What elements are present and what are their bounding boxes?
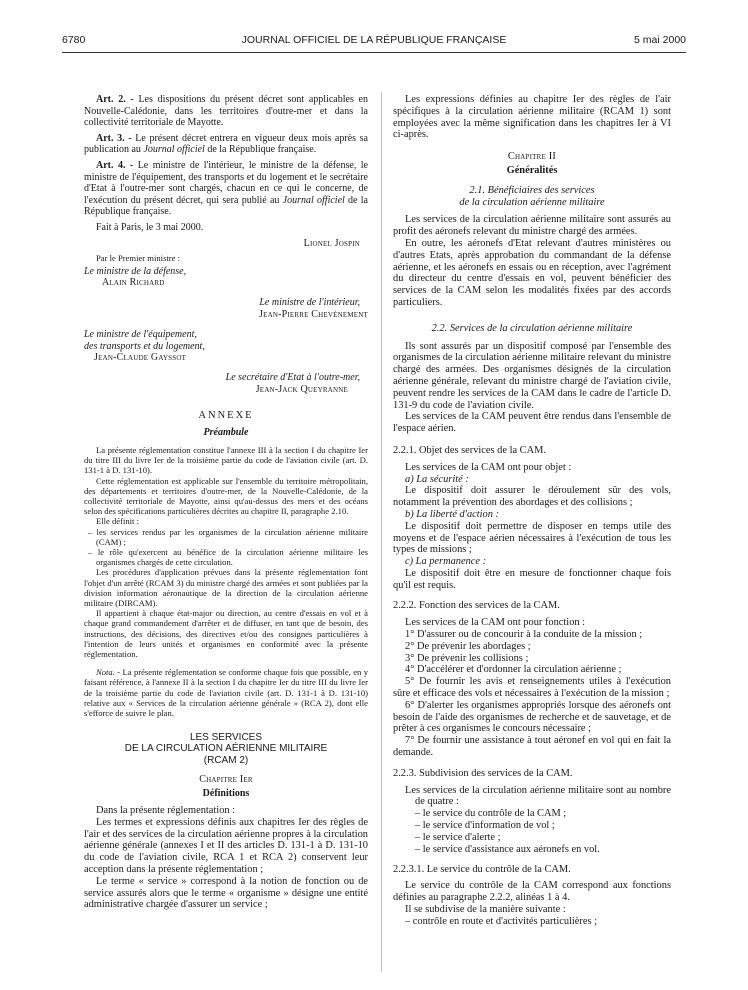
ministre-defense-name: Alain Richard [102, 277, 165, 289]
preambule-body [84, 445, 368, 718]
section-2-2-2-heading: 2.2.2. Fonction des services de la CAM. [393, 600, 560, 612]
page-header [62, 34, 686, 50]
services-heading [84, 732, 368, 766]
definitions-p3: Le terme « service » correspond à la notion de fonction ou de service assurés alors que le terme « organisme » désigne une entité administrative chargée d'assurer un service ; [84, 875, 368, 911]
section-2-2-p1: Ils sont assurés par un dispositif composé par l'ensemble des organismes de la circulation aérienne militaire relevant du ministre chargé des armées. Des organismes désignés de la circulation aérienne générale, relevant du ministre chargé de l'aviation civile, peuvent rendre les services de la CAM dans le cadre de l'article D. 131-9 du code de l'aviation civile. [393, 340, 671, 411]
subdivision-2: – le service d'information de vol ; [415, 820, 555, 832]
column-divider [381, 92, 382, 972]
preambule-dash-1: – les services rendus par les organismes de la circulation aérienne militaire (CAM) ; [88, 526, 368, 547]
definitions-body [84, 805, 368, 911]
secretaire-outre-mer-name: Jean-Jack Queyranne [255, 383, 348, 395]
generalites-heading: Généralités [506, 164, 558, 176]
services-heading-1: LES SERVICES [189, 732, 263, 744]
section-2-2-1-c: c) La permanence : [405, 556, 487, 568]
fonction-1: 1° D'assurer ou de concourir à la conduite de la mission ; [405, 629, 643, 641]
section-2-2-1-b-text: Le dispositif doit permettre de disposer en temps utile des moyens et de l'espace aérien nécessaires à l'exécution de tous les types de missions ; [393, 520, 671, 556]
section-2-2-3-1-p2: Il se subdivise de la manière suivante : [405, 903, 566, 915]
definitions-p1: Dans la présente réglementation : [96, 804, 236, 816]
section-2-2-heading: 2.2. Services de la circulation aérienne militaire [431, 322, 633, 334]
subdivision-1: – le service du contrôle de la CAM ; [415, 808, 567, 820]
definitions-p2: Les termes et expressions définis aux chapitres Ier des règles de l'air et des services de la circulation aérienne propres à la circulation aérienne générale (annexes I et II des articles D. 131-1 à D. 131-10 du code de l'aviation civile, RCA 1 et RCA 2) conservent leur acception dans la présente réglementation ; [84, 816, 368, 875]
preambule-heading: Préambule [203, 427, 249, 439]
section-2-2-1-b: b) La liberté d'action : [405, 508, 499, 520]
section-2-2-3-p1: Les services de la circulation aérienne militaire sont au nombre de quatre : [405, 784, 671, 808]
section-2-2-3-1-dash-1: – contrôle en route et d'activités particulières ; [405, 915, 598, 927]
section-2-2-1-a: a) La sécurité : [405, 473, 469, 485]
section-2-2-2-p1: Les services de la CAM ont pour fonction : [405, 617, 586, 629]
article-4: Art. 4. - Le ministre de l'intérieur, le ministre de la défense, le ministre de l'équipement, des transports et du logement et le secrétaire d'Etat à l'outre-mer sont chargés, chacun en ce qui le concerne, de l'exécution du présent décret, qui sera publié au Journal officiel de la République française. [84, 159, 368, 218]
ministre-defense-title: Le ministre de la défense, [84, 265, 187, 277]
section-2-1-p2: En outre, les aéronefs d'Etat relevant d'autres ministères ou d'autres Etats, après approbation du commandant de la défense aérienne, et les aéronefs en essais ou en réception, avec l'agrément du directeur du centre d'essais en vol, peuvent bénéficier des services de la CAM selon les modalités fixées par des accords particuliers. [393, 237, 671, 308]
section-2-1-heading-1: 2.1. Bénéficiaires des services [469, 184, 595, 196]
fonction-2: 2° De prévenir les abordages ; [405, 640, 531, 652]
preambule-dash-2: – le rôle qu'exercent au bénéfice de la circulation aérienne militaire les organismes chargés de cette circulation. [88, 546, 368, 568]
chapitre-1-heading: Chapitre Ier [199, 773, 253, 785]
article-3: Art. 3. - Le présent décret entrera en vigueur deux mois après sa publication au Journal officiel de la République française. [84, 132, 368, 156]
annexe-heading: ANNEXE [198, 409, 254, 421]
signature-jospin: Lionel Jospin [303, 237, 360, 249]
section-2-2-3-1-heading: 2.2.3.1. Le service du contrôle de la CAM. [393, 864, 571, 876]
right-column [393, 94, 671, 927]
article-2: Art. 2. - Les dispositions du présent décret sont applicables en Nouvelle-Calédonie, dans les territoires d'outre-mer et dans la collectivité territoriale de Mayotte. [84, 94, 368, 129]
section-2-2-1-a-text: Le dispositif doit assurer le déroulement sûr des vols, notamment la prévention des abordages et des collisions ; [393, 485, 671, 509]
right-intro: Les expressions définies au chapitre Ier des règles de l'air spécifiques à la circulation aérienne militaire (RCAM 1) sont employées avec la même signification dans les chapitres Ier à VI ci-après. [393, 94, 671, 141]
section-2-1-heading-2: de la circulation aérienne militaire [459, 196, 605, 208]
fonction-6: 6° D'alerter les organismes appropriés lorsque des aéronefs ont besoin de l'aide des organismes de recherche et de sauvetage, et de prêter à ces organismes le concours nécessaire ; [393, 699, 671, 735]
subdivision-4: – le service d'assistance aux aéronefs en vol. [415, 843, 600, 855]
left-column [84, 94, 368, 911]
section-2-2-3-1-p1: Le service du contrôle de la CAM correspond aux fonctions définies au paragraphe 2.2.2, alinéas 1 à 4. [393, 880, 671, 904]
ministre-equipement-title-2: des transports et du logement, [84, 340, 205, 352]
section-2-2-3-heading: 2.2.3. Subdivision des services de la CAM. [393, 767, 573, 779]
fonction-7: 7° De fournir une assistance à tout aéronef en vol qui en fait la demande. [393, 735, 671, 759]
nota: Nota. - La présente réglementation se conforme chaque fois que possible, en y faisant référence, à l'annexe II à la section I du chapitre Ier du titre III du livre Ier de la troisième partie du code de l'aviation civile (art. D. 131-1 à D. 131-10) relative aux « Services de la circulation aérienne générale » (RCA 2), dont elle s'efforce de suivre le plan. [84, 667, 368, 718]
preambule-p3: Elle définit : [96, 516, 139, 527]
definitions-heading: Définitions [202, 788, 250, 800]
services-heading-2: DE LA CIRCULATION AÉRIENNE MILITAIRE [124, 743, 328, 755]
preambule-p1: La présente réglementation constitue l'annexe III à la section I du chapitre Ier du titre III du livre Ier de la troisième partie du code de l'aviation civile (art. D. 131-1 à D. 131-10). [84, 444, 368, 476]
chapitre-2-heading: Chapitre II [507, 151, 557, 163]
section-2-2-1-c-text: Le dispositif doit être en mesure de fonctionner chaque fois qu'il est requis. [393, 567, 671, 591]
services-heading-3: (RCAM 2) [203, 754, 249, 766]
fait-a-paris: Fait à Paris, le 3 mai 2000. [96, 221, 204, 233]
fonction-5: 5° De fournir les avis et renseignements utiles à l'exécution sûre et efficace des vols et nécessaires à l'exécution de la mission ; [393, 676, 671, 700]
issue-date: 5 mai 2000 [634, 34, 686, 46]
ministre-equipement-name: Jean-Claude Gayssot [94, 352, 187, 364]
section-2-2-1-heading: 2.2.1. Objet des services de la CAM. [393, 444, 546, 456]
secretaire-outre-mer-title: Le secrétaire d'Etat à l'outre-mer, [225, 372, 360, 384]
par-premier-ministre: Par le Premier ministre : [96, 253, 181, 264]
ministre-equipement-title-1: Le ministre de l'équipement, [84, 328, 197, 340]
page-number: 6780 [62, 34, 86, 46]
section-2-2-1-p1: Les services de la CAM ont pour objet : [405, 461, 572, 473]
ministre-interieur-name: Jean-Pierre Chevènement [259, 308, 368, 320]
fonction-3: 3° De prévenir les collisions ; [405, 652, 529, 664]
section-2-2-p2: Les services de la CAM peuvent être rendus dans l'ensemble de l'espace aérien. [393, 411, 671, 435]
preambule-p5: Il appartient à chaque état-major ou direction, au centre d'essais en vol et à chaque grand commandement d'arrêter et de diffuser, en tant que de besoin, des instructions, des décisions, des directives et/ou des consignes particulières à l'intention de leurs unités et organismes en conformité avec la présente réglementation. [84, 608, 368, 659]
section-2-1-p1: Les services de la circulation aérienne militaire sont assurés au profit des aéronefs relevant du ministre chargé des armées. [393, 214, 671, 238]
preambule-p4: Les procédures d'application prévues dans la présente réglementation font l'objet d'un arrêté (RCAM 3) du ministre chargé des armées et sont publiées par la division information aéronautique de la direction de la circulation aérienne militaire (DIRCAM). [84, 567, 368, 608]
header-rule [62, 52, 686, 53]
fonction-4: 4° D'accélérer et d'ordonner la circulation aérienne ; [405, 664, 622, 676]
journal-title: JOURNAL OFFICIEL DE LA RÉPUBLIQUE FRANÇAISE [241, 34, 507, 46]
subdivision-3: – le service d'alerte ; [415, 831, 501, 843]
ministre-interieur-title: Le ministre de l'intérieur, [259, 297, 360, 309]
preambule-p2: Cette réglementation est applicable sur l'ensemble du territoire métropolitain, des départements et territoires d'outre-mer, de la Nouvelle-Calédonie, de la collectivité territoriale de Mayotte, ainsi qu'au-dessus des mers et des océans selon des spécifications particulières décrites au chapitre II, paragraphe 2.10. [84, 475, 368, 517]
